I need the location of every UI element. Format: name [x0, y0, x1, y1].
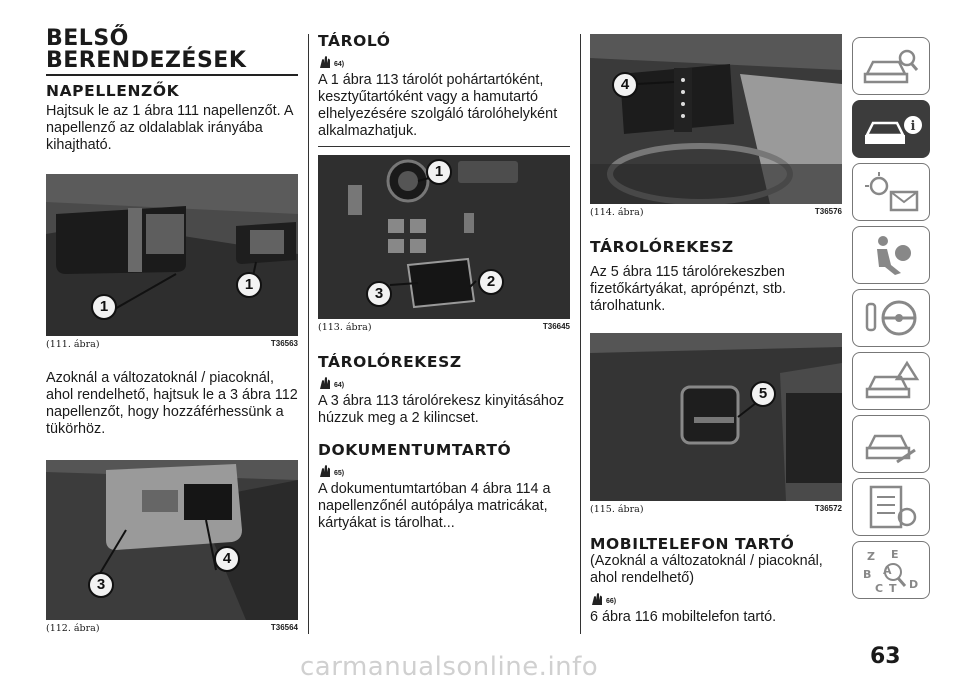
callout-3: 3 [88, 572, 114, 598]
warning-note [318, 462, 570, 478]
vanity-mirror-illustration [46, 460, 298, 620]
figure-111 [46, 174, 298, 336]
sidebar-tab-warning-lights[interactable] [852, 163, 930, 221]
sidebar-tab-steering[interactable] [852, 289, 930, 347]
card-storage-paragraph: Az 5 ábra 115 tárolórekeszben fizetőkártyákat, aprópénzt, stb. tárolhatunk. [590, 264, 786, 314]
caption-code: T36572 [814, 504, 842, 513]
figure-112-caption [46, 623, 298, 634]
subheading-storage: TÁROLÓ [318, 32, 391, 50]
warning-hand-icon [318, 464, 332, 478]
callout-5: 5 [750, 381, 776, 407]
sidebar-tab-car-info[interactable] [852, 100, 930, 158]
figure-113 [318, 155, 570, 319]
warning-reference: 66) [606, 598, 617, 605]
warning-reference: 65) [334, 470, 345, 477]
svg-text:T: T [889, 582, 897, 594]
mirror-paragraph: Azoknál a változatoknál / piacoknál, ahol rendelhető, hajtsuk le a 3 ábra 112 napellenzőt, hogy hozzáférhessünk a tükörhöz. [46, 370, 298, 437]
svg-text:B: B [863, 568, 872, 581]
subheading-sun-visors: NAPELLENZŐK [46, 82, 180, 100]
subheading-storage-compartment: TÁROLÓREKESZ [318, 353, 462, 371]
phone-holder-paragraph: 6 ábra 116 mobiltelefon tartó. [590, 609, 777, 625]
car-breakdown-icon [861, 359, 923, 405]
caption-code: T36645 [542, 322, 570, 331]
warning-hand-icon [318, 55, 332, 69]
callout-1: 1 [426, 159, 452, 185]
svg-text:C: C [875, 582, 884, 594]
caption-number: (115. ábra) [590, 504, 644, 515]
warning-note [590, 590, 842, 606]
figure-115 [590, 333, 842, 501]
figure-rule [318, 146, 570, 147]
caption-number: (113. ábra) [318, 322, 372, 333]
svg-text:i: i [910, 119, 916, 134]
svg-text:E: E [891, 548, 899, 561]
sun-visor-paragraph: Hajtsuk le az 1 ábra 111 napellenzőt. A napellenző az oldalablak irányába kihajtható. [46, 103, 293, 153]
figure-115-caption [590, 504, 842, 515]
sidebar-tab-index[interactable] [852, 541, 930, 599]
sidebar-tab-car-search[interactable] [852, 37, 930, 95]
callout-4: 4 [612, 72, 638, 98]
subheading-storage-compartment: TÁROLÓREKESZ [590, 238, 734, 256]
page-number: 63 [870, 644, 901, 669]
visor-card-holder-illustration [590, 34, 842, 204]
sun-visor-illustration [46, 174, 298, 336]
column-divider [308, 34, 309, 634]
figure-113-caption [318, 322, 570, 333]
svg-text:Z: Z [867, 550, 875, 563]
section-heading: BELSŐ BERENDEZÉSEK [46, 26, 247, 73]
heading-rule [46, 74, 298, 76]
caption-number: (114. ábra) [590, 207, 644, 218]
column-divider [580, 34, 581, 634]
subheading-document-holder: DOKUMENTUMTARTÓ [318, 441, 512, 459]
subheading-phone-holder: MOBILTELEFON TARTÓ [590, 535, 795, 553]
car-service-icon [861, 422, 923, 468]
watermark: carmanualsonline.info [300, 652, 599, 682]
specifications-list-icon [861, 485, 923, 531]
sidebar-tab-breakdown[interactable] [852, 352, 930, 410]
figure-114 [590, 34, 842, 204]
warning-hand-icon [318, 376, 332, 390]
callout-4: 4 [214, 546, 240, 572]
callout-3: 3 [366, 281, 392, 307]
warning-hand-icon [590, 592, 604, 606]
svg-text:A: A [883, 564, 892, 577]
document-holder-paragraph: A dokumentumtartóban 4 ábra 114 a napellenzőnél autópálya matricákat, kártyákat is tárolhat... [318, 481, 551, 531]
caption-number: (112. ábra) [46, 623, 100, 634]
phone-holder-availability: (Azoknál a változatoknál / piacoknál, ahol rendelhető) [590, 553, 823, 586]
callout-1b: 1 [236, 272, 262, 298]
warning-note [318, 374, 570, 390]
card-slot-illustration [590, 333, 842, 501]
chapter-sidebar [852, 37, 932, 604]
caption-code: T36576 [814, 207, 842, 216]
storage-paragraph: A 1 ábra 113 tárolót pohártartóként, kesztyűtartóként vagy a hamutartó elhelyezésére szolgáló tárolóhelyként alkalmazhatjuk. [318, 72, 558, 139]
figure-111-caption [46, 339, 298, 350]
column-1 [46, 28, 298, 634]
car-info-icon [861, 107, 923, 153]
figure-114-caption [590, 207, 842, 218]
car-search-icon [861, 44, 923, 90]
warning-lights-icon [861, 170, 923, 216]
sidebar-tab-airbag[interactable] [852, 226, 930, 284]
steering-wheel-icon [861, 296, 923, 342]
column-2 [318, 28, 570, 532]
column-3 [590, 28, 842, 626]
sidebar-tab-service[interactable] [852, 415, 930, 473]
callout-2: 2 [478, 269, 504, 295]
svg-text:D: D [909, 578, 919, 591]
compartment-paragraph: A 3 ábra 113 tárolórekesz kinyitásához húzzuk meg a 2 kilincset. [318, 393, 565, 426]
warning-note [318, 53, 570, 69]
sidebar-tab-specifications[interactable] [852, 478, 930, 536]
airbag-icon [861, 233, 923, 279]
warning-reference: 64) [334, 61, 345, 68]
figure-112 [46, 460, 298, 620]
caption-number: (111. ábra) [46, 339, 100, 350]
callout-1: 1 [91, 294, 117, 320]
alphabetical-index-icon [861, 548, 923, 594]
caption-code: T36563 [270, 339, 298, 348]
caption-code: T36564 [270, 623, 298, 632]
warning-reference: 64) [334, 382, 345, 389]
